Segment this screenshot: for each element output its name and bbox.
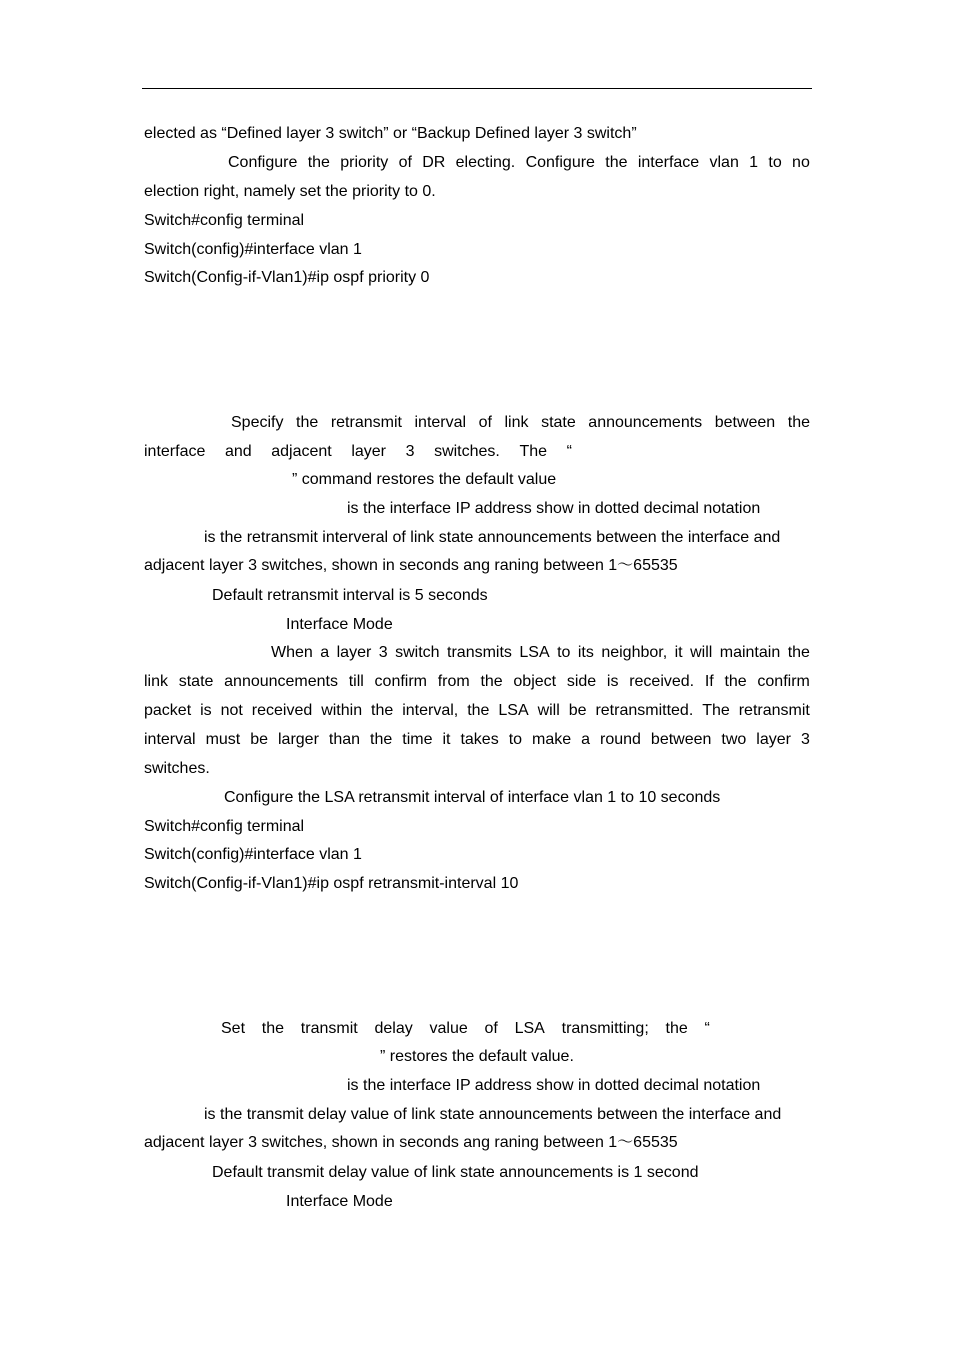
word: the	[787, 414, 810, 431]
command-line: Switch#config terminal	[144, 212, 305, 229]
word: maintain	[719, 644, 781, 661]
word: link	[504, 414, 529, 431]
word: a	[581, 731, 591, 748]
word: state	[541, 414, 576, 431]
default-description: Default retransmit interval is 5 seconds	[212, 587, 488, 604]
word: will	[690, 644, 713, 661]
word: interval	[144, 731, 196, 748]
word: state	[178, 673, 214, 690]
word: link	[144, 673, 169, 690]
word: value	[429, 1020, 468, 1037]
word: If	[704, 673, 714, 690]
justified-line	[144, 442, 572, 462]
parameter-description: is the retransmit interveral of link state announcements between the interface and	[204, 529, 781, 546]
word: the	[787, 644, 810, 661]
word: Set	[221, 1020, 246, 1037]
word: When	[271, 644, 313, 661]
example-description: Configure the LSA retransmit interval of interface vlan 1 to 10 seconds	[224, 789, 721, 806]
word: not	[220, 702, 243, 719]
word: the	[665, 1020, 688, 1037]
word: Specify	[231, 414, 284, 431]
word: the	[371, 702, 394, 719]
command-mode: Interface Mode	[286, 1193, 393, 1210]
word: to	[508, 731, 523, 748]
word: 3	[405, 443, 415, 460]
word: the	[261, 1020, 285, 1037]
word: the	[480, 673, 503, 690]
justified-line	[144, 672, 810, 692]
word: will	[537, 702, 560, 719]
word: retransmit	[330, 414, 402, 431]
parameter-description: is the transmit delay value of link state announcements between the interface and	[204, 1106, 782, 1123]
word: object	[513, 673, 557, 690]
word: interval,	[402, 702, 459, 719]
word: LSA	[519, 644, 550, 661]
word: LSA	[514, 1020, 545, 1037]
word: the	[724, 673, 747, 690]
word: must	[205, 731, 241, 748]
command-line: Switch#config terminal	[144, 818, 305, 835]
word: The	[702, 702, 730, 719]
command-line: Switch(Config-if-Vlan1)#ip ospf retransmit-interval 10	[144, 875, 519, 892]
justified-line	[228, 153, 810, 173]
word: of	[398, 154, 412, 171]
word: of	[478, 414, 492, 431]
paragraph-line: ” restores the default value.	[380, 1048, 574, 1065]
word: it	[674, 644, 683, 661]
word: vlan	[709, 154, 739, 171]
word: announcements	[224, 673, 338, 690]
command-mode: Interface Mode	[286, 616, 393, 633]
word: delay	[374, 1020, 413, 1037]
word: the	[370, 731, 393, 748]
word: a	[320, 644, 330, 661]
word: make	[532, 731, 572, 748]
header-rule	[142, 88, 812, 89]
word: is	[200, 702, 212, 719]
word: “	[566, 443, 572, 460]
default-description: Default transmit delay value of link state announcements is 1 second	[212, 1164, 699, 1181]
word: between	[650, 731, 712, 748]
word: retransmit	[738, 702, 810, 719]
paragraph-line: switches.	[144, 760, 210, 777]
word: transmitting;	[561, 1020, 649, 1037]
paragraph-line: adjacent layer 3 switches, shown in seconds ang raning between 1～65535	[144, 557, 678, 574]
justified-line	[144, 701, 810, 721]
word: takes	[460, 731, 499, 748]
word: the	[605, 154, 628, 171]
word: received	[251, 702, 313, 719]
word: layer	[756, 731, 791, 748]
word: two	[721, 731, 747, 748]
word: transmit	[300, 1020, 358, 1037]
word: Configure	[228, 154, 298, 171]
justified-line	[221, 1019, 710, 1039]
command-line: Switch(Config-if-Vlan1)#ip ospf priority 0	[144, 269, 430, 286]
word: layer	[336, 644, 372, 661]
word: priority	[340, 154, 389, 171]
word: to	[557, 644, 571, 661]
paragraph-line: ” command restores the default value	[292, 471, 557, 488]
word: interface	[144, 443, 206, 460]
word: from	[437, 673, 470, 690]
word: the	[467, 702, 490, 719]
word: time	[402, 731, 433, 748]
word: 3	[378, 644, 388, 661]
word: Configure	[525, 154, 595, 171]
word: round	[600, 731, 641, 748]
word: to	[768, 154, 782, 171]
parameter-description: is the interface IP address show in dotted decimal notation	[347, 1077, 761, 1094]
paragraph-line: elected as “Defined layer 3 switch” or “Backup Defined layer 3 switch”	[144, 125, 637, 142]
word: of	[484, 1020, 498, 1037]
word: confirm	[757, 673, 810, 690]
word: the	[307, 154, 330, 171]
word: no	[792, 154, 810, 171]
word: received.	[629, 673, 695, 690]
word: interval	[414, 414, 467, 431]
word: packet	[144, 702, 192, 719]
word: is	[606, 673, 619, 690]
word: be	[250, 731, 269, 748]
word: and	[224, 443, 252, 460]
word: transmits	[447, 644, 512, 661]
word: larger	[278, 731, 319, 748]
word: 1	[749, 154, 759, 171]
justified-line	[271, 643, 810, 663]
word: its	[577, 644, 594, 661]
word: The	[519, 443, 548, 460]
word: DR	[422, 154, 446, 171]
word: switches.	[434, 443, 500, 460]
word: electing.	[455, 154, 516, 171]
word: between	[714, 414, 776, 431]
parameter-description: is the interface IP address show in dotted decimal notation	[347, 500, 761, 517]
word: it	[442, 731, 451, 748]
command-line: Switch(config)#interface vlan 1	[144, 241, 362, 258]
justified-line	[231, 413, 810, 433]
justified-line	[144, 730, 810, 750]
word: the	[296, 414, 319, 431]
paragraph-line: adjacent layer 3 switches, shown in seconds ang raning between 1～65535	[144, 1134, 678, 1151]
word: till	[348, 673, 364, 690]
word: than	[328, 731, 361, 748]
word: switch	[395, 644, 440, 661]
word: announcements	[588, 414, 703, 431]
word: 3	[800, 731, 810, 748]
word: be	[568, 702, 587, 719]
word: within	[321, 702, 363, 719]
word: retransmitted.	[595, 702, 694, 719]
word: LSA	[498, 702, 529, 719]
word: adjacent	[271, 443, 332, 460]
command-line: Switch(config)#interface vlan 1	[144, 846, 362, 863]
word: side	[566, 673, 597, 690]
word: neighbor,	[601, 644, 668, 661]
word: interface	[637, 154, 700, 171]
word: “	[704, 1020, 710, 1037]
paragraph-line: election right, namely set the priority to 0.	[144, 183, 436, 200]
word: confirm	[374, 673, 427, 690]
word: layer	[351, 443, 386, 460]
